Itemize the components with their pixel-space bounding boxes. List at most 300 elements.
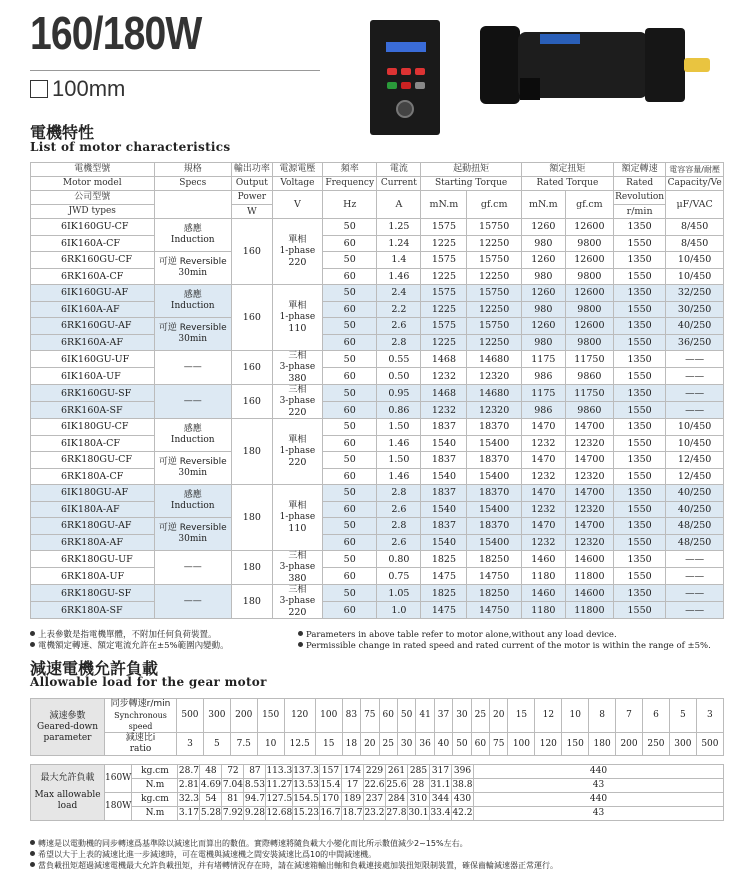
- value-cell: 980: [521, 301, 565, 318]
- ratio-cell: 500: [696, 733, 723, 756]
- value-cell: 1180: [521, 602, 565, 619]
- value-cell: 9860: [565, 368, 613, 385]
- load-cell: 12.68: [266, 807, 293, 821]
- value-cell: 50: [323, 219, 377, 236]
- value-cell: 1.24: [377, 235, 421, 252]
- value-cell: 1350: [613, 385, 665, 402]
- section1-title-cn: 電機特性: [30, 123, 95, 142]
- value-cell: 11800: [565, 602, 613, 619]
- value-cell: 40/250: [666, 485, 724, 502]
- value-cell: 50: [323, 551, 377, 568]
- model-cell: 6RK180A-AF: [31, 534, 155, 551]
- load-cell: 94.7: [244, 793, 266, 807]
- header-voltage: 電源電壓: [272, 163, 322, 177]
- output-cell: 160: [231, 351, 272, 385]
- value-cell: 60: [323, 602, 377, 619]
- speed-cell: 12: [535, 699, 562, 733]
- value-cell: 1260: [521, 219, 565, 236]
- specs-cell: 可逆 Reversible 30min: [154, 318, 231, 351]
- value-cell: 9800: [565, 334, 613, 351]
- load-cell: 284: [385, 793, 407, 807]
- load-cell: 2.81: [178, 779, 200, 793]
- value-cell: 980: [521, 235, 565, 252]
- header-model: 電機型號: [31, 163, 155, 177]
- value-cell: 15400: [467, 501, 521, 518]
- gear-motor-image: [480, 18, 710, 118]
- value-cell: 1.0: [377, 602, 421, 619]
- load-cell: 7.04: [222, 779, 244, 793]
- load-cell: 48: [200, 765, 222, 779]
- model-cell: 6RK160GU-SF: [31, 385, 155, 402]
- value-cell: 12320: [565, 468, 613, 485]
- value-cell: 15750: [467, 252, 521, 269]
- ratio-cell: 180: [589, 733, 616, 756]
- value-cell: 12320: [565, 534, 613, 551]
- value-cell: 15400: [467, 435, 521, 452]
- gear-parameter-table: 減速參數 Geared-down parameter 同步轉速r/min Synchronous speed 500 300 200 150 120 100 83 75 60 50 41 37 30 25 20 15 12 10 8 7 6 5 3 減速比i ratio 3 5 7.5 10 12.5 15 18 20 25 30 36 40 50 60 75 100 120 150 180 200 250 300 500: [30, 698, 724, 756]
- load-cell: 17: [341, 779, 363, 793]
- load-cell: 30.1: [407, 807, 429, 821]
- value-cell: 18250: [467, 585, 521, 602]
- value-cell: 48/250: [666, 518, 724, 535]
- value-cell: ——: [666, 385, 724, 402]
- speed-cell: 50: [397, 699, 415, 733]
- value-cell: 15400: [467, 468, 521, 485]
- value-cell: 18370: [467, 419, 521, 436]
- ratio-cell: 30: [397, 733, 415, 756]
- value-cell: 12600: [565, 285, 613, 302]
- value-cell: 1232: [421, 402, 467, 419]
- load-cell: 38.8: [451, 779, 473, 793]
- value-cell: 1350: [613, 351, 665, 368]
- value-cell: 1225: [421, 235, 467, 252]
- value-cell: ——: [666, 351, 724, 368]
- value-cell: 40/250: [666, 501, 724, 518]
- load-cap-cell: 43: [473, 779, 723, 793]
- value-cell: 986: [521, 402, 565, 419]
- value-cell: 1468: [421, 351, 467, 368]
- load-cell: 189: [341, 793, 363, 807]
- value-cell: 1550: [613, 402, 665, 419]
- value-cell: 1540: [421, 534, 467, 551]
- voltage-cell: 單相 1-phase 110: [272, 285, 322, 351]
- speed-cell: 20: [490, 699, 508, 733]
- ratio-cell: 18: [342, 733, 360, 756]
- value-cell: 50: [323, 351, 377, 368]
- model-cell: 6RK160GU-CF: [31, 252, 155, 269]
- value-cell: 1350: [613, 551, 665, 568]
- value-cell: 12320: [565, 501, 613, 518]
- voltage-cell: 單相 1-phase 220: [272, 419, 322, 485]
- value-cell: 1350: [613, 219, 665, 236]
- value-cell: 60: [323, 534, 377, 551]
- value-cell: 50: [323, 452, 377, 469]
- value-cell: 30/250: [666, 301, 724, 318]
- value-cell: 1.46: [377, 468, 421, 485]
- load-cell: 237: [363, 793, 385, 807]
- value-cell: 1540: [421, 501, 467, 518]
- load-cell: 113.3: [266, 765, 293, 779]
- value-cell: 1837: [421, 452, 467, 469]
- value-cell: 1550: [613, 501, 665, 518]
- model-cell: 6IK160GU-UF: [31, 351, 155, 368]
- value-cell: 1575: [421, 318, 467, 335]
- value-cell: 9800: [565, 268, 613, 285]
- value-cell: 1825: [421, 585, 467, 602]
- value-cell: 1468: [421, 385, 467, 402]
- value-cell: 1540: [421, 468, 467, 485]
- value-cell: 1232: [521, 468, 565, 485]
- load-cell: 23.2: [363, 807, 385, 821]
- value-cell: 14700: [565, 419, 613, 436]
- value-cell: ——: [666, 568, 724, 585]
- value-cell: 1575: [421, 285, 467, 302]
- value-cell: 1550: [613, 435, 665, 452]
- load-cell: 28.7: [178, 765, 200, 779]
- section1-title-en: List of motor characteristics: [30, 140, 231, 154]
- voltage-cell: 單相 1-phase 220: [272, 219, 322, 285]
- load-cell: 7.92: [222, 807, 244, 821]
- load-cell: 81: [222, 793, 244, 807]
- value-cell: 14680: [467, 385, 521, 402]
- load-cell: 4.69: [200, 779, 222, 793]
- value-cell: 50: [323, 585, 377, 602]
- value-cell: 0.75: [377, 568, 421, 585]
- value-cell: 1350: [613, 318, 665, 335]
- value-cell: 9800: [565, 301, 613, 318]
- value-cell: 12600: [565, 318, 613, 335]
- value-cell: 11750: [565, 351, 613, 368]
- value-cell: 1232: [521, 435, 565, 452]
- load-cell: 8.53: [244, 779, 266, 793]
- value-cell: 1350: [613, 452, 665, 469]
- value-cell: 1350: [613, 518, 665, 535]
- ratio-cell: 75: [490, 733, 508, 756]
- load-cell: 18.7: [341, 807, 363, 821]
- value-cell: 1225: [421, 268, 467, 285]
- ratio-cell: 7.5: [230, 733, 257, 756]
- value-cell: 18370: [467, 452, 521, 469]
- model-cell: 6IK160GU-CF: [31, 219, 155, 236]
- load-cell: 154.5: [293, 793, 320, 807]
- speed-controller-image: [370, 20, 440, 135]
- specs-cell: 可逆 Reversible 30min: [154, 452, 231, 485]
- value-cell: 1232: [421, 368, 467, 385]
- frame-size-label: 100mm: [52, 76, 126, 101]
- specs-cell: 感應 Induction: [154, 485, 231, 518]
- value-cell: 1.05: [377, 585, 421, 602]
- value-cell: 14700: [565, 518, 613, 535]
- value-cell: 2.6: [377, 534, 421, 551]
- value-cell: 1837: [421, 419, 467, 436]
- value-cell: 1350: [613, 252, 665, 269]
- value-cell: 1550: [613, 268, 665, 285]
- value-cell: 1225: [421, 301, 467, 318]
- controller-display: [386, 42, 426, 52]
- value-cell: 1470: [521, 419, 565, 436]
- load-cell: 87: [244, 765, 266, 779]
- section2-title-cn: 減速電機允許負載: [30, 659, 159, 678]
- speed-cell: 500: [177, 699, 204, 733]
- value-cell: 1550: [613, 602, 665, 619]
- ratio-cell: 3: [177, 733, 204, 756]
- speed-cell: 5: [669, 699, 696, 733]
- ratio-cell: 120: [535, 733, 562, 756]
- ratio-cell: 50: [453, 733, 471, 756]
- value-cell: ——: [666, 602, 724, 619]
- ratio-cell: 10: [257, 733, 284, 756]
- page-title: 160/180W: [30, 7, 202, 59]
- speed-cell: 120: [284, 699, 315, 733]
- ratio-cell: 36: [416, 733, 434, 756]
- value-cell: 50: [323, 485, 377, 502]
- value-cell: 50: [323, 252, 377, 269]
- ratio-cell: 150: [562, 733, 589, 756]
- speed-cell: 83: [342, 699, 360, 733]
- model-cell: 6IK180A-CF: [31, 435, 155, 452]
- speed-cell: 41: [416, 699, 434, 733]
- value-cell: 60: [323, 468, 377, 485]
- value-cell: 1180: [521, 568, 565, 585]
- value-cell: 1550: [613, 534, 665, 551]
- value-cell: 1175: [521, 385, 565, 402]
- value-cell: 1550: [613, 468, 665, 485]
- value-cell: 12600: [565, 252, 613, 269]
- load-cell: 9.28: [244, 807, 266, 821]
- load-cell: 32.3: [178, 793, 200, 807]
- specs-cell: 可逆 Reversible 30min: [154, 518, 231, 551]
- header-output: 輸出功率: [231, 163, 272, 177]
- value-cell: 1225: [421, 334, 467, 351]
- value-cell: 1.46: [377, 435, 421, 452]
- value-cell: 12320: [467, 402, 521, 419]
- divider: [30, 70, 320, 71]
- value-cell: ——: [666, 585, 724, 602]
- notes-en: Parameters in above table refer to motor alone,without any load device. Permissible change in rated speed and rated current of the motor is within the range of ±5%.: [298, 630, 711, 652]
- value-cell: 1837: [421, 485, 467, 502]
- value-cell: 1575: [421, 252, 467, 269]
- load-cap-cell: 43: [473, 807, 723, 821]
- ratio-cell: 15: [315, 733, 342, 756]
- voltage-cell: 三相 3-phase 380: [272, 551, 322, 585]
- value-cell: 14750: [467, 568, 521, 585]
- load-cell: 285: [407, 765, 429, 779]
- model-cell: 6RK180A-UF: [31, 568, 155, 585]
- specs-cell: ——: [154, 551, 231, 585]
- value-cell: 1550: [613, 301, 665, 318]
- model-cell: 6IK160GU-AF: [31, 285, 155, 302]
- load-cell: 344: [429, 793, 451, 807]
- specs-cell: 可逆 Reversible 30min: [154, 252, 231, 285]
- value-cell: 980: [521, 334, 565, 351]
- load-cell: 229: [363, 765, 385, 779]
- model-cell: 6IK180GU-AF: [31, 485, 155, 502]
- value-cell: 1470: [521, 485, 565, 502]
- value-cell: 18370: [467, 518, 521, 535]
- value-cell: 1260: [521, 252, 565, 269]
- value-cell: 1540: [421, 435, 467, 452]
- model-cell: 6RK180GU-CF: [31, 452, 155, 469]
- model-cell: 6IK160A-AF: [31, 301, 155, 318]
- load-cell: 396: [451, 765, 473, 779]
- value-cell: 60: [323, 435, 377, 452]
- value-cell: 12320: [467, 368, 521, 385]
- value-cell: 60: [323, 568, 377, 585]
- model-cell: 6IK180A-AF: [31, 501, 155, 518]
- value-cell: 14680: [467, 351, 521, 368]
- value-cell: 2.4: [377, 285, 421, 302]
- model-cell: 6RK160A-AF: [31, 334, 155, 351]
- value-cell: 14750: [467, 602, 521, 619]
- load-cell: 33.4: [429, 807, 451, 821]
- speed-cell: 75: [361, 699, 379, 733]
- value-cell: 1260: [521, 285, 565, 302]
- voltage-cell: 三相 3-phase 380: [272, 351, 322, 385]
- value-cell: 10/450: [666, 435, 724, 452]
- value-cell: 15750: [467, 219, 521, 236]
- value-cell: 1550: [613, 235, 665, 252]
- speed-cell: 15: [508, 699, 535, 733]
- value-cell: 986: [521, 368, 565, 385]
- ratio-cell: 20: [361, 733, 379, 756]
- ratio-cell: 25: [379, 733, 397, 756]
- load-cell: 27.8: [385, 807, 407, 821]
- value-cell: ——: [666, 402, 724, 419]
- ratio-cell: 60: [471, 733, 489, 756]
- value-cell: 12250: [467, 268, 521, 285]
- value-cell: 1550: [613, 334, 665, 351]
- value-cell: 0.95: [377, 385, 421, 402]
- header-starting-torque: 起動扭矩: [421, 163, 521, 177]
- load-cap-cell: 440: [473, 793, 723, 807]
- value-cell: 14600: [565, 585, 613, 602]
- speed-cell: 150: [257, 699, 284, 733]
- header-specs: 規格: [154, 163, 231, 177]
- value-cell: 1.50: [377, 419, 421, 436]
- value-cell: 1475: [421, 602, 467, 619]
- load-cell: 16.7: [319, 807, 341, 821]
- load-cell: 261: [385, 765, 407, 779]
- model-cell: 6RK180A-CF: [31, 468, 155, 485]
- value-cell: 60: [323, 235, 377, 252]
- model-cell: 6IK180GU-CF: [31, 419, 155, 436]
- value-cell: 1825: [421, 551, 467, 568]
- value-cell: 60: [323, 334, 377, 351]
- value-cell: 12320: [565, 435, 613, 452]
- load-cell: 25.6: [385, 779, 407, 793]
- value-cell: 50: [323, 518, 377, 535]
- value-cell: 1550: [613, 568, 665, 585]
- load-cell: 13.53: [293, 779, 320, 793]
- value-cell: 2.8: [377, 485, 421, 502]
- load-cell: 174: [341, 765, 363, 779]
- voltage-cell: 三相 3-phase 220: [272, 585, 322, 619]
- model-cell: 6RK180GU-SF: [31, 585, 155, 602]
- value-cell: 2.8: [377, 334, 421, 351]
- value-cell: 1.50: [377, 452, 421, 469]
- value-cell: 1575: [421, 219, 467, 236]
- output-cell: 160: [231, 385, 272, 419]
- value-cell: 10/450: [666, 268, 724, 285]
- value-cell: 50: [323, 285, 377, 302]
- model-cell: 6RK160A-SF: [31, 402, 155, 419]
- value-cell: 50: [323, 385, 377, 402]
- specs-cell: 感應 Induction: [154, 419, 231, 452]
- speed-cell: 6: [643, 699, 670, 733]
- specs-cell: ——: [154, 385, 231, 419]
- specs-cell: ——: [154, 351, 231, 385]
- value-cell: 60: [323, 501, 377, 518]
- value-cell: 1260: [521, 318, 565, 335]
- value-cell: 1.25: [377, 219, 421, 236]
- speed-cell: 300: [203, 699, 230, 733]
- load-cell: 54: [200, 793, 222, 807]
- value-cell: 0.86: [377, 402, 421, 419]
- ratio-cell: 40: [434, 733, 452, 756]
- speed-cell: 100: [315, 699, 342, 733]
- value-cell: 0.55: [377, 351, 421, 368]
- square-icon: [30, 80, 48, 98]
- speed-cell: 60: [379, 699, 397, 733]
- speed-cell: 10: [562, 699, 589, 733]
- value-cell: 1550: [613, 368, 665, 385]
- voltage-cell: 三相 3-phase 220: [272, 385, 322, 419]
- model-cell: 6RK180GU-AF: [31, 518, 155, 535]
- motor-characteristics-table: 電機型號 規格 輸出功率 電源電壓 頻率 電流 起動扭矩 額定扭矩 額定轉速 電容容量/耐壓 Motor model Specs Output Voltage Frequency Current Starting Torque Rated Torque Rated Capacity/Ve 公司型號 Power V Hz A mN.m gf.cm mN.m gf.cm Revolution μF/VAC JWD types W r/min 6IK160GU-CF 感應 Induction 160 單相 1-phase 220 50 1.25 1575 15750 1260 12600 1350 8/450 6IK160A-CF 60 1.24 1225 12250 980 9800 1550 8/450 6RK160GU-CF 可逆 Reversible 30min 50 1.4 1575 15750 1260 12600 1350 10/450 6RK160A-CF 60 1.46 1225 12250 980 9800 1550 10/450 6IK160GU-AF 感應 Induction 160 單相 1-phase 110 50 2.4 1575 15750 1260 12600 1350 32/250 6IK160A-AF 60 2.2 1225 12250 980 9800 1550 30/250 6RK160GU-AF 可逆 Reversible 30min 50 2.6 1575 15750 1260 12600 1350 40/250 6RK160A-AF 60 2.8 1225 12250 980 9800 1550 36/250 6IK160GU-UF —— 160 三相 3-phase 380 50 0.55 1468 14680 1175 11750 1350 —— 6IK160A-UF 60 0.50 1232 12320 986 9860 1550 —— 6RK160GU-SF —— 160 三相 3-phase 220 50 0.95 1468 14680 1175 11750 1350 —— 6RK160A-SF 60 0.86 1232 12320 986 9860 1550 —— 6IK180GU-CF 感應 Induction 180 單相 1-phase 220 50 1.50 1837 18370 1470 14700 1350 10/450 6IK180A-CF 60 1.46 1540 15400 1232 12320 1550 10/450 6RK180GU-CF 可逆 Reversible 30min 50 1.50 1837 18370 1470 14700 1350 12/450 6RK180A-CF 60 1.46 1540 15400 1232 12320 1550 12/450 6IK180GU-AF 感應 Induction 180 單相 1-phase 110 50 2.8 1837 18370 1470 14700 1350 40/250 6IK180A-AF 60 2.6 1540 15400 1232 12320 1550 40/250 6RK180GU-AF 可逆 Reversible 30min 50 2.8 1837 18370 1470 14700 1350 48/250 6RK180A-AF 60 2.6 1540 15400 1232 12320 1550 48/250 6RK180GU-UF —— 180 三相 3-phase 380 50 0.80 1825 18250 1460 14600 1350 —— 6RK180A-UF 60 0.75 1475 14750 1180 11800 1550 —— 6RK180GU-SF —— 180 三相 3-phase 220 50 1.05 1825 18250 1460 14600 1350 —— 6RK180A-SF 60 1.0 1475 14750 1180 11800 1550 ——: [30, 162, 724, 619]
- value-cell: 8/450: [666, 219, 724, 236]
- value-cell: 12250: [467, 235, 521, 252]
- specs-cell: 感應 Induction: [154, 285, 231, 318]
- ratio-cell: 100: [508, 733, 535, 756]
- value-cell: 1350: [613, 285, 665, 302]
- model-cell: 6IK160A-UF: [31, 368, 155, 385]
- header-frequency: 頻率: [323, 163, 377, 177]
- value-cell: 60: [323, 268, 377, 285]
- value-cell: ——: [666, 368, 724, 385]
- value-cell: 12250: [467, 334, 521, 351]
- load-cell: 127.5: [266, 793, 293, 807]
- model-cell: 6IK160A-CF: [31, 235, 155, 252]
- value-cell: 1470: [521, 452, 565, 469]
- value-cell: 1350: [613, 419, 665, 436]
- value-cell: 1232: [521, 501, 565, 518]
- load-cell: 3.17: [178, 807, 200, 821]
- value-cell: 1460: [521, 551, 565, 568]
- load-cell: 15.23: [293, 807, 320, 821]
- ratio-cell: 250: [643, 733, 670, 756]
- load-cell: 430: [451, 793, 473, 807]
- value-cell: ——: [666, 551, 724, 568]
- header-capacity: 電容容量/耐壓: [666, 163, 724, 177]
- value-cell: 1470: [521, 518, 565, 535]
- speed-cell: 3: [696, 699, 723, 733]
- value-cell: 60: [323, 368, 377, 385]
- header-revolution: 額定轉速: [613, 163, 665, 177]
- value-cell: 1837: [421, 518, 467, 535]
- value-cell: 1175: [521, 351, 565, 368]
- value-cell: 40/250: [666, 318, 724, 335]
- value-cell: 0.50: [377, 368, 421, 385]
- speed-cell: 7: [616, 699, 643, 733]
- value-cell: 60: [323, 402, 377, 419]
- frame-size: [30, 76, 125, 102]
- value-cell: 50: [323, 419, 377, 436]
- voltage-cell: 單相 1-phase 110: [272, 485, 322, 551]
- header-current: 電流: [377, 163, 421, 177]
- speed-cell: 25: [471, 699, 489, 733]
- value-cell: 14600: [565, 551, 613, 568]
- value-cell: 1350: [613, 585, 665, 602]
